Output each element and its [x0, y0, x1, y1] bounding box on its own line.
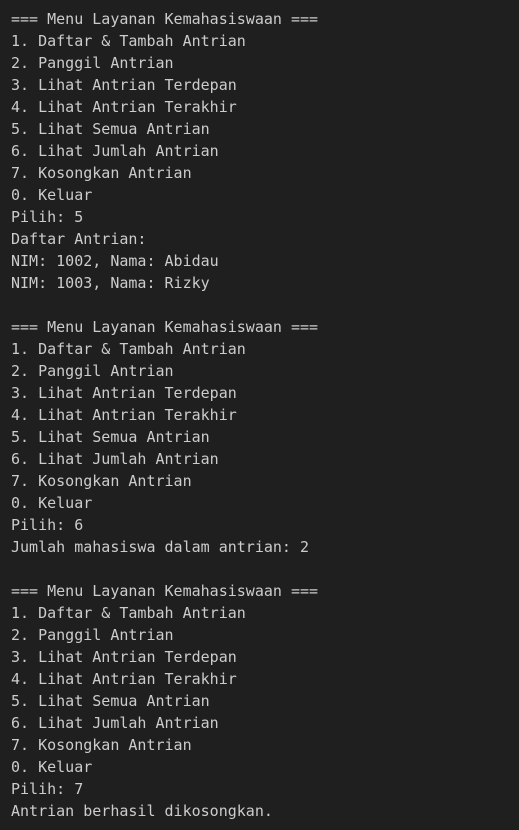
menu-option-4: 4. Lihat Antrian Terakhir: [11, 98, 237, 116]
queue-entry: NIM: 1002, Nama: Abidau: [11, 252, 219, 270]
choice-prompt: Pilih: 7: [11, 780, 84, 798]
menu-option-2: 2. Panggil Antrian: [11, 626, 174, 644]
blank-line: [11, 558, 519, 580]
menu-option-1: 1. Daftar & Tambah Antrian: [11, 604, 246, 622]
menu-option-7: 7. Kosongkan Antrian: [11, 472, 192, 490]
menu-option-5: 5. Lihat Semua Antrian: [11, 120, 210, 138]
menu-option-1: 1. Daftar & Tambah Antrian: [11, 32, 246, 50]
menu-option-5: 5. Lihat Semua Antrian: [11, 692, 210, 710]
menu-option-3: 3. Lihat Antrian Terdepan: [11, 648, 237, 666]
choice-prompt: Pilih: 5: [11, 208, 84, 226]
menu-option-4: 4. Lihat Antrian Terakhir: [11, 670, 237, 688]
menu-option-2: 2. Panggil Antrian: [11, 54, 174, 72]
clear-queue-output: Antrian berhasil dikosongkan.: [11, 802, 273, 820]
menu-option-0: 0. Keluar: [11, 494, 93, 512]
menu-option-3: 3. Lihat Antrian Terdepan: [11, 76, 237, 94]
blank-line: [11, 294, 519, 316]
menu-option-5: 5. Lihat Semua Antrian: [11, 428, 210, 446]
menu-option-1: 1. Daftar & Tambah Antrian: [11, 340, 246, 358]
menu-option-6: 6. Lihat Jumlah Antrian: [11, 142, 219, 160]
menu-option-7: 7. Kosongkan Antrian: [11, 736, 192, 754]
menu-option-0: 0. Keluar: [11, 186, 93, 204]
menu-option-2: 2. Panggil Antrian: [11, 362, 174, 380]
queue-entry: NIM: 1003, Nama: Rizky: [11, 274, 210, 292]
menu-option-6: 6. Lihat Jumlah Antrian: [11, 450, 219, 468]
menu-option-7: 7. Kosongkan Antrian: [11, 164, 192, 182]
choice-prompt: Pilih: 6: [11, 516, 84, 534]
menu-option-0: 0. Keluar: [11, 758, 93, 776]
menu-header: === Menu Layanan Kemahasiswaan ===: [11, 10, 319, 28]
menu-option-3: 3. Lihat Antrian Terdepan: [11, 384, 237, 402]
menu-option-4: 4. Lihat Antrian Terakhir: [11, 406, 237, 424]
menu-header: === Menu Layanan Kemahasiswaan ===: [11, 318, 319, 336]
menu-header: === Menu Layanan Kemahasiswaan ===: [11, 582, 319, 600]
queue-count-output: Jumlah mahasiswa dalam antrian: 2: [11, 538, 310, 556]
output-heading: Daftar Antrian:: [11, 230, 147, 248]
menu-option-6: 6. Lihat Jumlah Antrian: [11, 714, 219, 732]
